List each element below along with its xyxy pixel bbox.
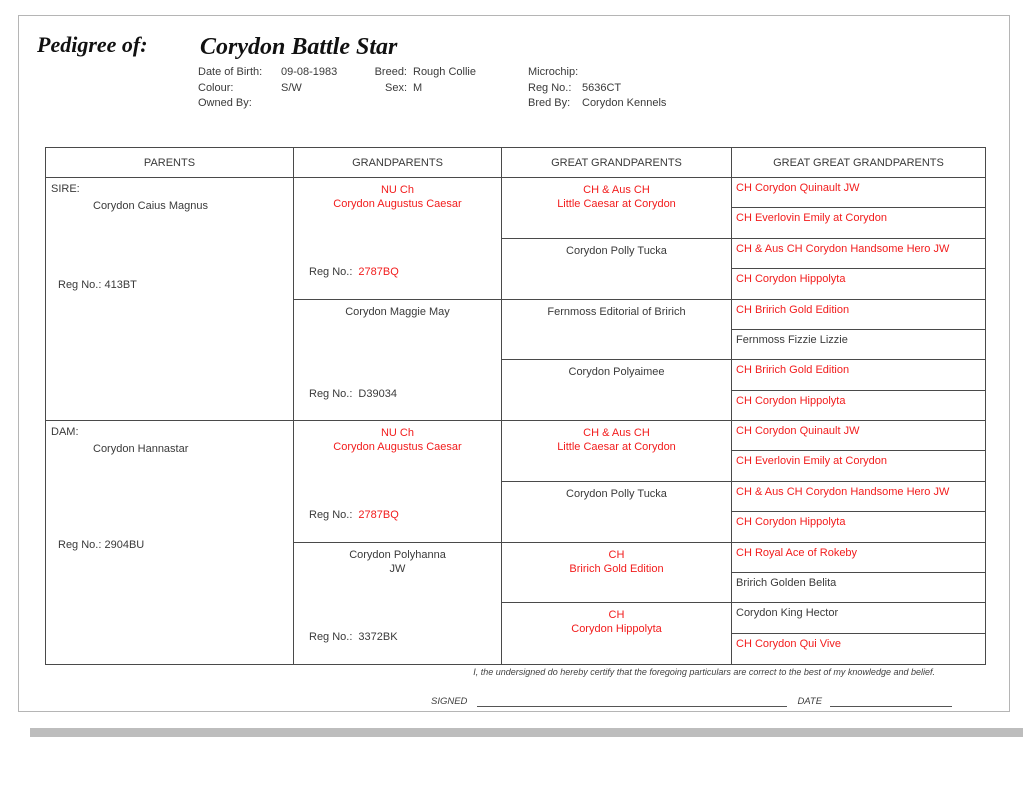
- great-grandparent-cell-5: [502, 421, 732, 482]
- grandparent-1-title: NU Ch: [380, 184, 414, 196]
- dam-label: DAM:: [51, 426, 79, 438]
- colour-label: Colour:: [198, 81, 234, 94]
- great-grandparent-8-name: [502, 608, 731, 636]
- reg-no-label: Reg No.:: [528, 81, 572, 94]
- great-grandparent-4-name: [502, 365, 731, 379]
- microchip-row: [528, 65, 666, 81]
- great-grandparent-2-line1: Corydon Polly Tucka: [566, 244, 667, 257]
- great-grandparent-2-name: [502, 244, 731, 258]
- ggg-cell-9: [732, 421, 985, 451]
- ggg-cell-14: [732, 573, 985, 603]
- sire-reg-no: 413BT: [104, 279, 137, 291]
- date-label: DATE: [797, 696, 823, 707]
- sire-name: Corydon Caius Magnus: [93, 200, 208, 212]
- page-shadow: [30, 728, 1023, 737]
- great-grandparent-6-line1: Corydon Polly Tucka: [566, 487, 667, 500]
- grandparent-1-reg-label: Reg No.:: [309, 266, 353, 278]
- grandparent-4-name: [294, 548, 501, 576]
- grandparent-2-reg-no: D39034: [358, 387, 397, 400]
- great-grandparent-5-name: [502, 426, 731, 454]
- ggg-2-name: CH Everlovin Emily at Corydon: [736, 212, 887, 225]
- breed-row: [363, 65, 476, 81]
- microchip-label: Microchip:: [528, 66, 579, 78]
- grandparent-2-reg-label: Reg No.:: [309, 387, 353, 400]
- ggg-cell-15: [732, 603, 985, 633]
- owned-by-label: Owned By:: [198, 97, 252, 109]
- grandparent-3-name-line2: Corydon Augustus Caesar: [333, 441, 462, 453]
- breed-label: Breed:: [374, 66, 407, 78]
- ggg-10-name: CH Everlovin Emily at Corydon: [736, 455, 887, 468]
- great-grandparent-cell-2: [502, 239, 732, 300]
- bred-by-row: [528, 96, 666, 112]
- bred-by-value: Corydon Kennels: [582, 97, 667, 109]
- grandparent-3-name: [294, 426, 501, 454]
- colour-value: S/W: [281, 81, 302, 94]
- grandparent-2-name: [294, 305, 501, 319]
- grandparent-4-name-line1: Corydon Polyhanna: [349, 548, 446, 561]
- grandparent-cell-2: [294, 300, 502, 422]
- ggg-13-name: CH Royal Ace of Rokeby: [736, 546, 858, 559]
- info-column-left: [198, 65, 337, 112]
- great-grandparent-cell-1: [502, 178, 732, 239]
- grandparent-2-reg: [309, 387, 397, 401]
- sire-label: SIRE:: [51, 183, 80, 195]
- sire-reg: [58, 278, 137, 292]
- header-great-grandparents: GREAT GRANDPARENTS: [502, 148, 732, 178]
- ggg-4-name: CH Corydon Hippolyta: [736, 273, 846, 286]
- grandparent-3-reg-no: 2787BQ: [358, 509, 399, 521]
- ggg-cell-12: [732, 512, 985, 542]
- great-grandparent-1-line1: CH & Aus CH: [583, 184, 650, 196]
- reg-no-value: 5636CT: [582, 81, 622, 94]
- ggg-11-name: CH & Aus CH Corydon Handsome Hero JW: [736, 485, 950, 498]
- dob-row: [198, 65, 337, 81]
- page-title: Pedigree of:: [37, 32, 148, 57]
- dob-value: 09-08-1983: [281, 66, 338, 78]
- great-grandparent-3-name: [502, 305, 731, 319]
- ggg-15-name: Corydon King Hector: [736, 607, 839, 620]
- breed-value: Rough Collie: [413, 66, 476, 78]
- header-parents: PARENTS: [46, 148, 294, 178]
- great-grandparent-3-line1: Fernmoss Editorial of Bririch: [547, 305, 686, 318]
- ggg-cell-7: [732, 360, 985, 390]
- great-grandparent-4-line1: Corydon Polyaimee: [568, 366, 665, 379]
- sire-cell: [46, 178, 294, 421]
- grandparent-cell-1: [294, 178, 502, 300]
- ggg-cell-6: [732, 330, 985, 360]
- sire-reg-label: Reg No.:: [58, 279, 102, 291]
- grandparent-1-reg-no: 2787BQ: [358, 266, 399, 278]
- sex-row: [363, 81, 476, 97]
- pedigree-table: [45, 147, 986, 665]
- sex-label: Sex:: [384, 81, 407, 94]
- signed-line: [477, 695, 787, 707]
- great-grandparent-cell-8: [502, 603, 732, 664]
- signature-row: [431, 695, 952, 707]
- ggg-cell-8: [732, 391, 985, 421]
- ggg-7-name: CH Bririch Gold Edition: [736, 364, 850, 377]
- ggg-6-name: Fernmoss Fizzie Lizzie: [736, 333, 848, 346]
- header-grandparents: GRANDPARENTS: [294, 148, 502, 178]
- great-grandparent-8-line1: CH: [608, 609, 625, 622]
- grandparent-4-reg-no: 3372BK: [358, 630, 398, 643]
- header-great-great-grandparents: GREAT GREAT GRANDPARENTS: [732, 148, 985, 178]
- great-grandparent-5-line2: Little Caesar at Corydon: [557, 441, 676, 453]
- ggg-cell-16: [732, 634, 985, 664]
- grandparent-3-reg: [309, 508, 399, 522]
- dog-name: Corydon Battle Star: [200, 34, 398, 60]
- ggg-cell-10: [732, 451, 985, 481]
- ggg-3-name: CH & Aus CH Corydon Handsome Hero JW: [736, 242, 950, 255]
- ggg-9-name: CH Corydon Quinault JW: [736, 425, 860, 437]
- grandparent-1-name-line2: Corydon Augustus Caesar: [333, 198, 462, 210]
- great-grandparent-6-name: [502, 487, 731, 501]
- great-grandparent-cell-7: [502, 543, 732, 604]
- colour-row: [198, 81, 337, 97]
- great-grandparent-7-line2: Bririch Gold Edition: [569, 562, 664, 575]
- dam-reg-no: 2904BU: [104, 539, 145, 551]
- grandparent-3-title: NU Ch: [380, 427, 414, 439]
- signed-label: SIGNED: [431, 696, 468, 707]
- ggg-1-name: CH Corydon Quinault JW: [736, 182, 860, 194]
- great-grandparent-5-line1: CH & Aus CH: [583, 427, 650, 439]
- reg-no-row: [528, 81, 666, 97]
- great-grandparent-cell-6: [502, 482, 732, 543]
- certification-statement: I, the undersigned do hereby certify that the foregoing particulars are correct to the best of my knowledge and belief.: [473, 667, 935, 677]
- info-column-middle: [363, 65, 476, 96]
- great-grandparent-cell-3: [502, 300, 732, 361]
- date-line: [830, 695, 952, 707]
- dob-label: Date of Birth:: [198, 66, 263, 78]
- dam-reg-label: Reg No.:: [58, 539, 102, 551]
- ggg-16-name: CH Corydon Qui Vive: [736, 637, 841, 650]
- grandparent-cell-3: [294, 421, 502, 543]
- grandparent-4-reg: [309, 630, 398, 644]
- ggg-cell-5: [732, 300, 985, 330]
- dam-cell: [46, 421, 294, 664]
- pedigree-certificate-page: [18, 15, 1010, 712]
- grandparent-4-name-line2: JW: [389, 562, 406, 575]
- grandparent-3-reg-label: Reg No.:: [309, 509, 353, 521]
- owned-by-row: [198, 96, 337, 112]
- great-grandparent-1-name: [502, 183, 731, 211]
- great-grandparent-cell-4: [502, 360, 732, 421]
- sex-value: M: [413, 81, 423, 94]
- ggg-8-name: CH Corydon Hippolyta: [736, 394, 846, 407]
- ggg-cell-3: [732, 239, 985, 269]
- dam-name: Corydon Hannastar: [93, 443, 189, 455]
- ggg-5-name: CH Bririch Gold Edition: [736, 303, 850, 316]
- great-grandparent-8-line2: Corydon Hippolyta: [571, 623, 662, 636]
- dam-reg: [58, 538, 144, 552]
- ggg-cell-2: [732, 208, 985, 238]
- grandparent-4-reg-label: Reg No.:: [309, 630, 353, 643]
- grandparent-cell-4: [294, 543, 502, 665]
- ggg-cell-13: [732, 543, 985, 573]
- ggg-cell-1: [732, 178, 985, 208]
- grandparent-2-name-line1: Corydon Maggie May: [345, 305, 450, 318]
- grandparent-1-reg: [309, 265, 399, 279]
- ggg-cell-4: [732, 269, 985, 299]
- ggg-12-name: CH Corydon Hippolyta: [736, 516, 846, 529]
- ggg-cell-11: [732, 482, 985, 512]
- ggg-14-name: Bririch Golden Belita: [736, 576, 837, 589]
- grandparent-1-name: [294, 183, 501, 211]
- great-grandparent-7-name: [502, 548, 731, 576]
- bred-by-label: Bred By:: [528, 97, 571, 109]
- info-column-right: [528, 65, 666, 112]
- great-grandparent-1-line2: Little Caesar at Corydon: [557, 198, 676, 210]
- great-grandparent-7-line1: CH: [608, 548, 625, 561]
